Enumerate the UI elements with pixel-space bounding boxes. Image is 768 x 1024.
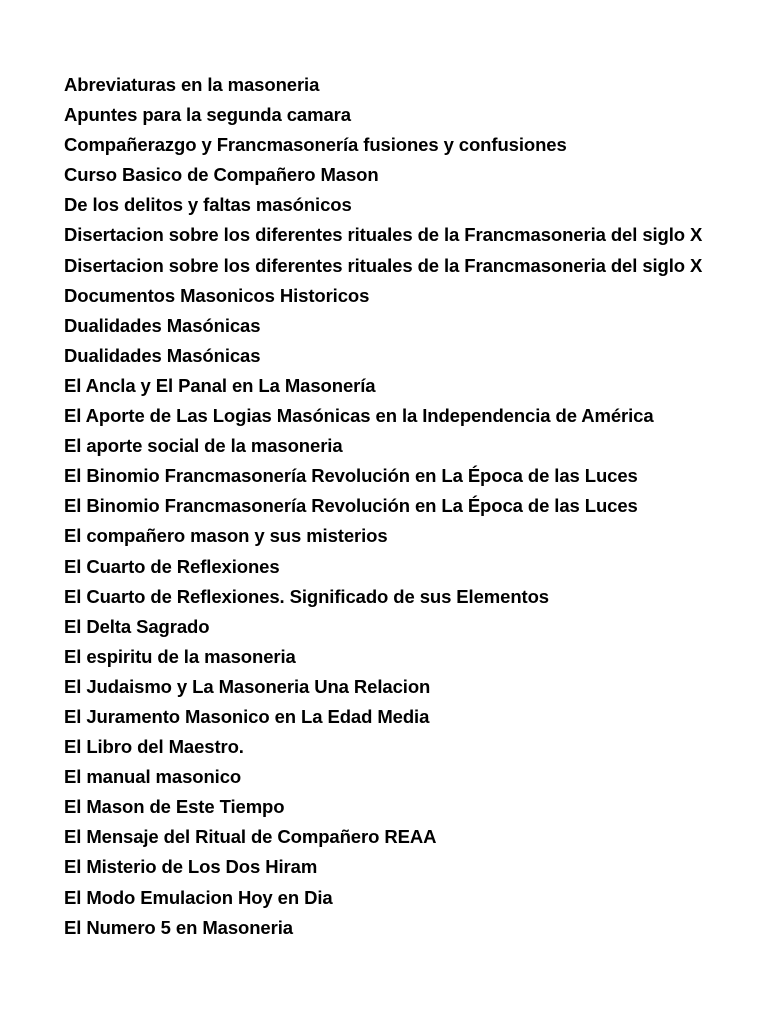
list-item: Dualidades Masónicas <box>64 314 261 336</box>
list-item: Disertacion sobre los diferentes rituales de la Francmasoneria del siglo X <box>64 224 703 246</box>
list-item: Disertacion sobre los diferentes rituales de la Francmasoneria del siglo X <box>64 254 703 276</box>
list-item: El Cuarto de Reflexiones <box>64 555 280 577</box>
list-item: Abreviaturas en la masoneria <box>64 74 320 95</box>
list-item: El aporte social de la masoneria <box>64 435 343 457</box>
list-item: El Judaismo y La Masoneria Una Relacion <box>64 675 431 697</box>
list-item: El manual masonico <box>64 766 242 788</box>
list-item: El Ancla y El Panal en La Masonería <box>64 374 376 396</box>
list-item: El compañero mason y sus misterios <box>64 525 388 547</box>
list-item: Dualidades Masónicas <box>64 344 261 366</box>
list-item: El Binomio Francmasonería Revolución en La Época de las Luces <box>64 495 638 517</box>
list-item: El Aporte de Las Logias Masónicas en la Independencia de América <box>64 405 654 427</box>
list-item: De los delitos y faltas masónicos <box>64 194 352 216</box>
list-item: Apuntes para la segunda camara <box>64 104 351 126</box>
list-item: Curso Basico de Compañero Mason <box>64 164 379 186</box>
list-item: El Libro del Maestro. <box>64 736 244 758</box>
list-item: El Modo Emulacion Hoy en Dia <box>64 886 333 908</box>
list-item: Documentos Masonicos Historicos <box>64 284 370 306</box>
title-list <box>64 70 702 943</box>
list-item: El Binomio Francmasonería Revolución en La Época de las Luces <box>64 465 638 487</box>
list-item: El Misterio de Los Dos Hiram <box>64 856 318 878</box>
list-item: El Cuarto de Reflexiones. Significado de sus Elementos <box>64 585 549 607</box>
list-item: El Mensaje del Ritual de Compañero REAA <box>64 826 437 848</box>
list-item: El Delta Sagrado <box>64 615 210 637</box>
list-item: El Mason de Este Tiempo <box>64 796 285 818</box>
list-item: El espiritu de la masoneria <box>64 645 296 667</box>
list-item: Compañerazgo y Francmasonería fusiones y confusiones <box>64 134 567 156</box>
list-item: El Numero 5 en Masoneria <box>64 916 293 938</box>
list-item: El Juramento Masonico en La Edad Media <box>64 705 430 727</box>
